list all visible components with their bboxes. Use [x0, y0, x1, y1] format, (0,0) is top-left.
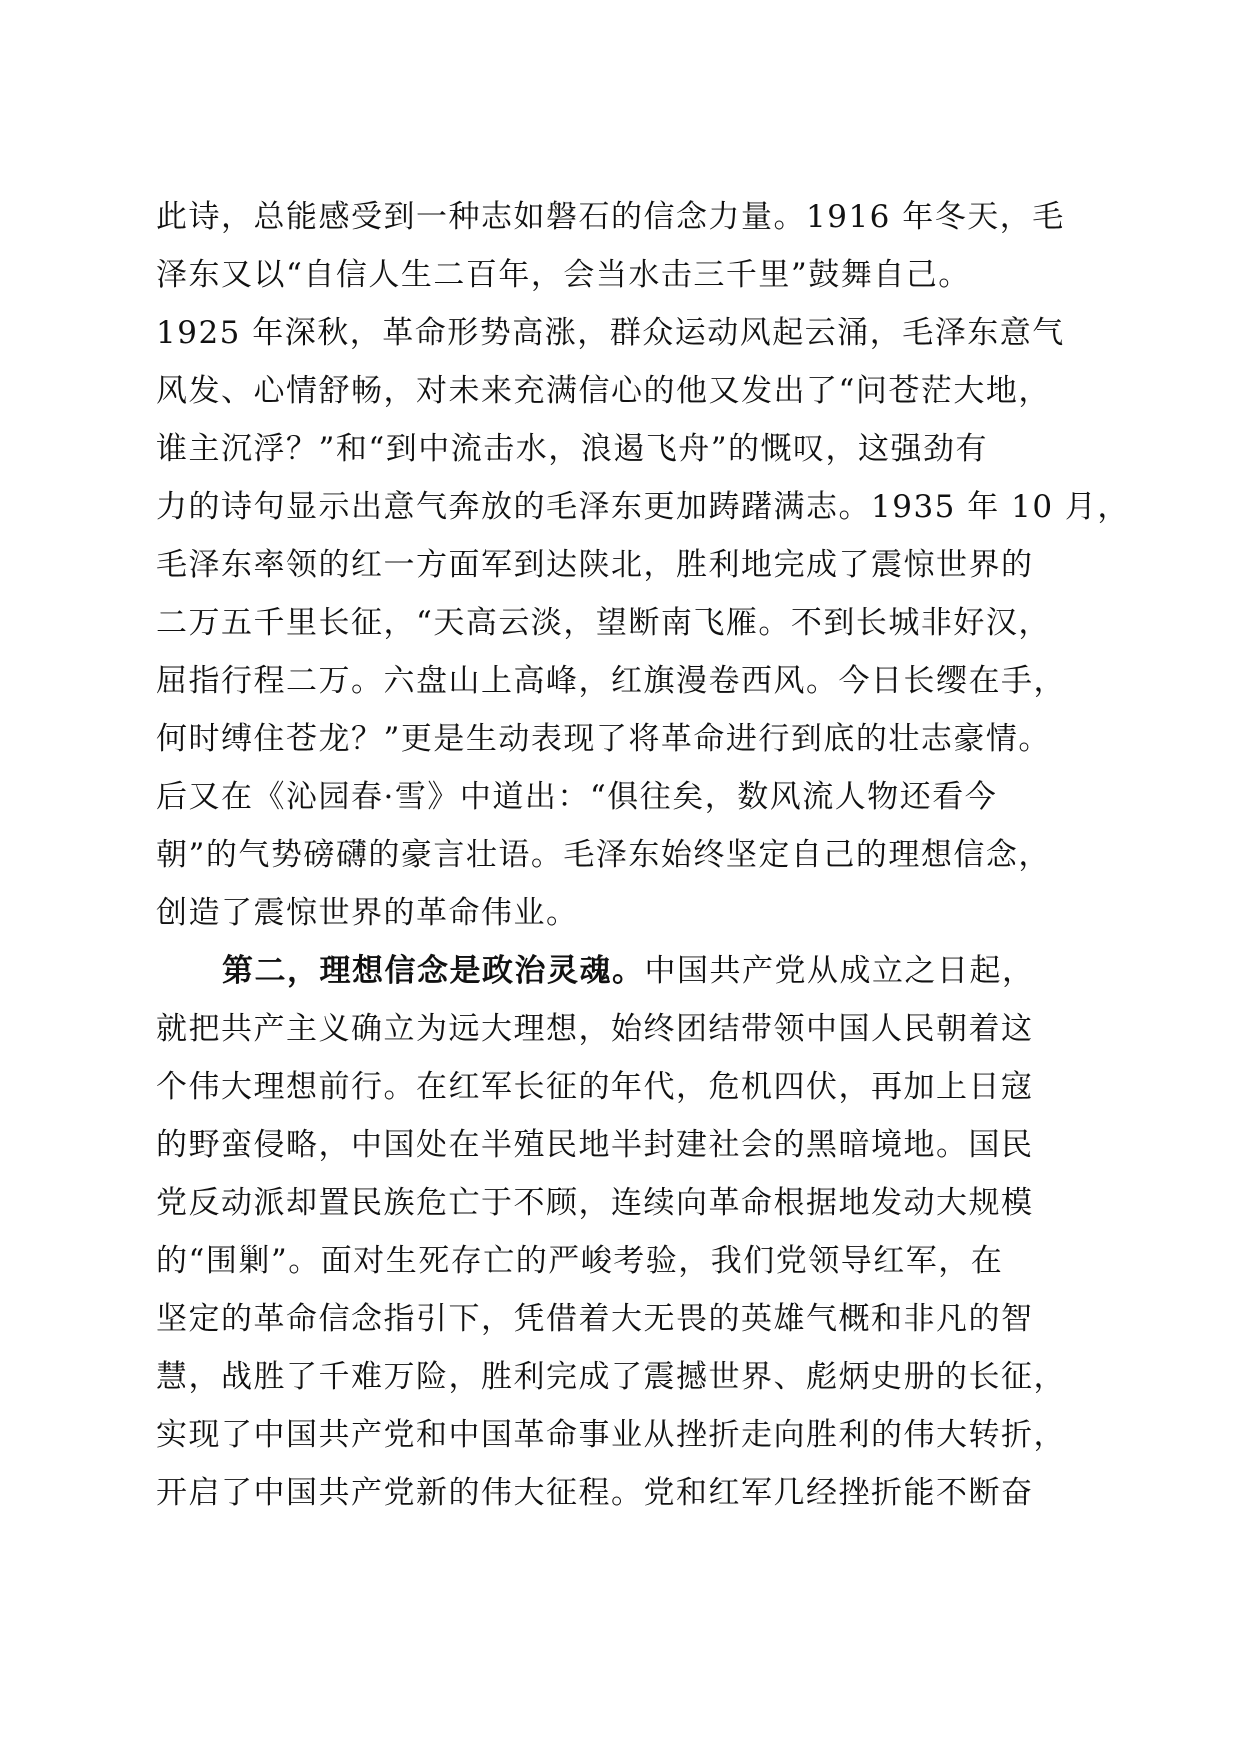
- text-line: 二万五千里长征，“天高云淡，望断南飞雁。不到长城非好汉，: [156, 605, 1051, 641]
- text-line: 实现了中国共产党和中国革命事业从挫折走向胜利的伟大转折，: [156, 1417, 1066, 1453]
- text-line: 就把共产主义确立为远大理想，始终团结带领中国人民朝着这: [156, 1011, 1034, 1047]
- text-run: 中国共产党从成立之日起，: [644, 953, 1035, 989]
- text-line: 慧，战胜了千难万险，胜利完成了震撼世界、彪炳史册的长征，: [156, 1359, 1066, 1395]
- section-heading: 第二，理想信念是政治灵魂。: [222, 953, 645, 989]
- text-line: 的“围剿”。面对生死存亡的严峻考验，我们党领导红军，在: [156, 1243, 1004, 1279]
- text-line: 个伟大理想前行。在红军长征的年代，危机四伏，再加上日寇: [156, 1069, 1034, 1105]
- text-line: 坚定的革命信念指引下，凭借着大无畏的英雄气概和非凡的智: [156, 1301, 1034, 1337]
- text-line: 何时缚住苍龙？”更是生动表现了将革命进行到底的壮志豪情。: [156, 721, 1051, 757]
- paragraph-2: [156, 942, 1096, 1522]
- text-line: 力的诗句显示出意气奔放的毛泽东更加踌躇满志。1935 年 10 月，: [156, 489, 1130, 525]
- text-line: 党反动派却置民族危亡于不顾，连续向革命根据地发动大规模: [156, 1185, 1034, 1221]
- text-line: [156, 942, 1096, 1000]
- text-line: 创造了震惊世界的革命伟业。: [156, 895, 579, 931]
- text-line: 的野蛮侵略，中国处在半殖民地半封建社会的黑暗境地。国民: [156, 1127, 1034, 1163]
- text-line: 泽东又以“自信人生二百年，会当水击三千里”鼓舞自己。: [156, 257, 971, 293]
- text-line: 1925 年深秋，革命形势高涨，群众运动风起云涌，毛泽东意气: [156, 315, 1065, 351]
- text-line: 风发、心情舒畅，对未来充满信心的他又发出了“问苍茫大地，: [156, 373, 1051, 409]
- paragraph-1: [156, 188, 1130, 942]
- text-line: 此诗，总能感受到一种志如磐石的信念力量。1916 年冬天，毛: [156, 199, 1065, 235]
- text-line: 朝”的气势磅礴的豪言壮语。毛泽东始终坚定自己的理想信念，: [156, 837, 1051, 873]
- text-line: 开启了中国共产党新的伟大征程。党和红军几经挫折能不断奋: [156, 1475, 1034, 1511]
- text-line: 谁主沉浮？”和“到中流击水，浪遏飞舟”的慨叹，这强劲有: [156, 431, 989, 467]
- text-line: 毛泽东率领的红一方面军到达陕北，胜利地完成了震惊世界的: [156, 547, 1034, 583]
- text-line: 后又在《沁园春·雪》中道出：“俱往矣，数风流人物还看今: [156, 779, 998, 815]
- text-line: 屈指行程二万。六盘山上高峰，红旗漫卷西风。今日长缨在手，: [156, 663, 1066, 699]
- body-text: [156, 188, 1130, 1522]
